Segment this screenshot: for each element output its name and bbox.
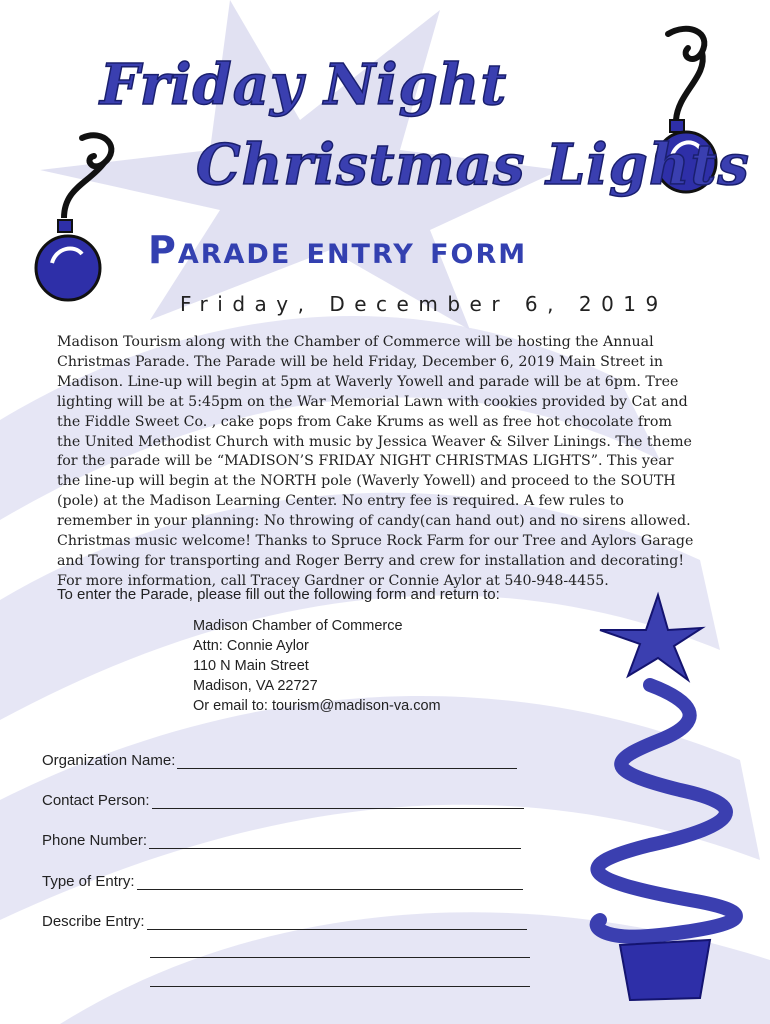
describe-entry-extra-line[interactable] — [150, 957, 530, 958]
organization-label: Organization Name: — [42, 752, 176, 769]
ornament-icon — [34, 128, 124, 310]
describe-entry-input-line[interactable] — [147, 915, 527, 930]
contact-field — [42, 792, 524, 809]
describe-entry-extra-line[interactable] — [150, 986, 530, 987]
address-line: Madison, VA 22727 — [193, 678, 318, 694]
entry-type-field — [42, 873, 523, 890]
entry-type-input-line[interactable] — [137, 875, 523, 890]
phone-input-line[interactable] — [149, 834, 521, 849]
description-text: Madison Tourism along with the Chamber of Commerce will be hosting the Annual Christmas Parade. The Parade will be held Friday, December 6, 2019 Main Street in Madison. Line-up will begin at 5pm at Waverly Yowell and parade will be at 6pm. Tree lighting will be at 5:45pm on the War Memorial Lawn with cookies provided by Cat and the Fiddle Sweet Co. , cake pops from Cake Krums as well as free hot chocolate from the United Methodist Church with music by Jessica Weaver & Silver Linings. The theme for the parade will be “MADISON’S FRIDAY NIGHT CHRISTMAS LIGHTS”. This year the line-up will begin at the NORTH pole (Waverly Yowell) and proceed to the SOUTH (pole) at the Madison Learning Center. No entry fee is required. A few rules to remember in your planning: No throwing of candy(can hand out) and no sirens allowed. Christmas music welcome! Thanks to Spruce Rock Farm for our Tree and Aylors Garage and Towing for transporting and Roger Berry and crew for installation and decorating! For more information, call Tracey Gardner or Connie Aylor at 540-948-4455. — [57, 334, 694, 589]
phone-field — [42, 832, 521, 849]
title-line-2: Christmas Lights — [196, 132, 750, 198]
describe-entry-field — [42, 913, 527, 930]
contact-label: Contact Person: — [42, 792, 150, 809]
contact-input-line[interactable] — [152, 794, 524, 809]
entry-type-label: Type of Entry: — [42, 873, 135, 890]
organization-field — [42, 752, 517, 769]
title-line-1: Friday Night — [100, 52, 508, 118]
describe-entry-label: Describe Entry: — [42, 913, 145, 930]
address-email: Or email to: tourism@madison-va.com — [193, 698, 441, 714]
address-line: Madison Chamber of Commerce — [193, 618, 403, 634]
form-subtitle: Parade entry form — [148, 228, 528, 272]
address-line: Attn: Connie Aylor — [193, 638, 309, 654]
mailing-address — [193, 616, 441, 716]
phone-label: Phone Number: — [42, 832, 148, 849]
address-line: 110 N Main Street — [193, 658, 309, 674]
event-date: Friday, December 6, 2019 — [180, 292, 668, 316]
description-paragraph — [57, 333, 697, 592]
star-icon — [600, 595, 702, 680]
christmas-tree-icon — [540, 590, 770, 1010]
organization-input-line[interactable] — [177, 754, 517, 769]
enter-instruction: To enter the Parade, please fill out the following form and return to: — [57, 586, 500, 603]
